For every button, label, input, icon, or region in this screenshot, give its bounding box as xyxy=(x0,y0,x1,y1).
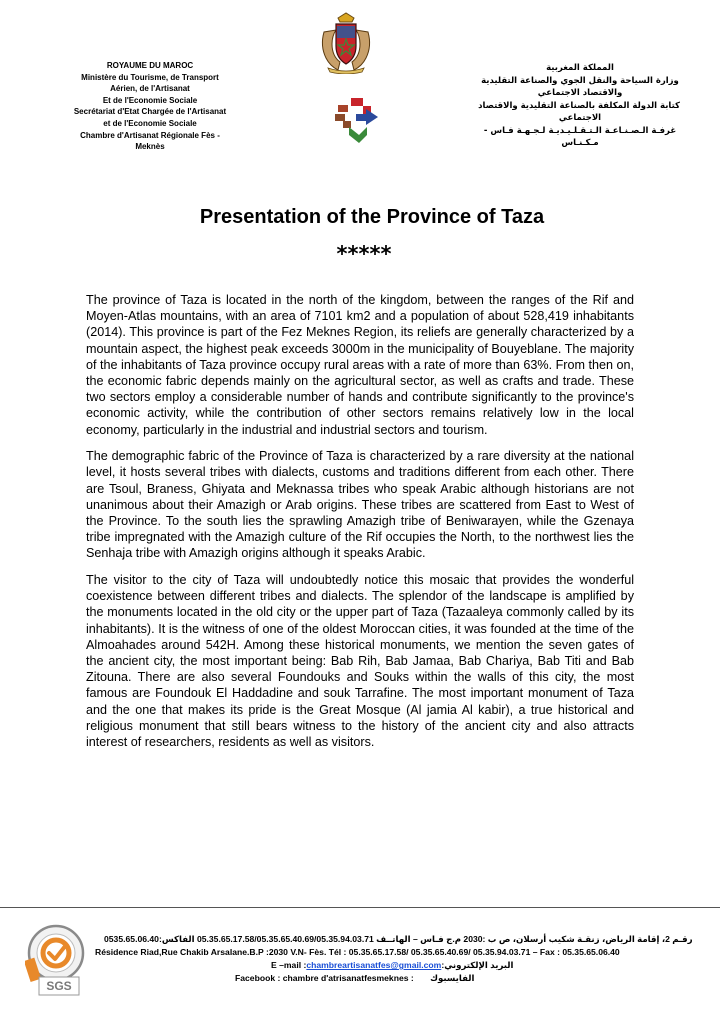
email-label: E –mail : xyxy=(271,960,307,970)
document-title: Presentation of the Province of Taza xyxy=(199,206,545,228)
header-right-line: المملكة المغربية xyxy=(546,63,614,73)
header-left-line: Et de l'Economie Sociale xyxy=(102,95,198,105)
footer-address-arabic: رقـم 2، إقامة الرياض، زنقـة شكيب أرسلان، ص ب :2030 م.ج فـاس – الهاتــف 05.35.65.17.58/05.35.65.40.69/05.35.94.03.71 الفاكس:0535.65.06.40 xyxy=(104,934,693,944)
header-left-french xyxy=(55,60,245,153)
svg-text:SGS: SGS xyxy=(46,979,72,993)
header-right-line: غرفـة الـصـنـاعـة الـتـقـلـيـديـة لـجـهـة فـاس - xyxy=(483,125,677,136)
body-paragraph: The demographic fabric of the Province of Taza is characterized by a rare diversity at the national level, it hosts several tribes with dialects, customs and traditions different from each other. There are Tsoul, Braness, Ghiyata and Meknassa tribes who speak Arabic although historians are not unanimous about their Amazigh or Arab origins. These tribes are scattered from East to West of the Province. To the south lies the sprawling Amazigh tribe of Beniwarayen, while the Gzenaya tribe impregnated with the Amazigh culture of the Rif occupies the North, to the northwest lies the Senhaja tribe with Amazigh origins although it speaks Arabic. xyxy=(86,449,634,561)
header-left-line: Meknès xyxy=(135,142,165,152)
email-link[interactable]: chambreartisanatfes@gmail.com xyxy=(306,960,442,970)
body-paragraph: The visitor to the city of Taza will undoubtedly notice this mosaic that provides the wonderful coexistence between different tribes and dialects. The splendor of the landscape is amplified by the monuments located in the old city or the upper part of Taza (Tazaaleya commonly called by its inhabitants). It is the witness of one of the oldest Moroccan cities, it was founded at the time of the Almoahades around 542H. Among these historical monuments, we mention the seven gates of the ancient city, the most important being: Bab Rih, Bab Jamaa, Bab Chariya, Bab Titi and Bab Zitouna. There are also several Foundouks and Souks within the walls of this city, the most famous are Foundouk El Haddadine and souk Tarrafine. The most important monument of Taza and the one that makes its pride is the Great Mosque (Al jamia Al kabir), a true historical and religious monument that still bears witness to the history of the ancient city and also attracts interest of researchers, residents as well as visitors. xyxy=(86,573,634,750)
title-separator: ***** xyxy=(336,242,392,266)
header-right-line: والاقتصاد الاجتماعي xyxy=(537,88,623,98)
sgs-certification-seal-icon xyxy=(25,915,87,1011)
header-left-line: Ministère du Tourisme, de Transport xyxy=(81,72,219,82)
facebook-label-arabic: الفايسبوك xyxy=(430,973,475,983)
header-left-line: Secrétariat d'Etat Chargée de l'Artisanat xyxy=(73,107,227,117)
header-left-line: Chambre d'Artisanat Régionale Fès - xyxy=(80,130,220,140)
footer-address-french: Résidence Riad,Rue Chakib Arsalane.B.P :2030 V.N- Fès. Tél : 05.35.65.17.58/ 05.35.65.40.69/ 05.35.94.03.71 – Fax : 05.35.65.06.40 xyxy=(95,947,620,957)
header-right-line: مـكـنـاس xyxy=(561,138,599,148)
artisanat-flower-logo-icon xyxy=(332,95,382,145)
body-paragraph: The province of Taza is located in the north of the kingdom, between the ranges of the Rif and Moyen-Atlas mountains, with an area of 7101 km2 and a population of about 528,419 inhabitants (2014). This province is part of the Fez Meknes Region, its reliefs are generally characterized by a mountain aspect, the highest peak exceeds 3000m in the municipality of Bouyeblane. The majority of the inhabitants of Taza province occupy rural areas with a rate of more than 63%. From then on, the economic fabric depends mainly on the agricultural sector, as well as crafts and trade. These two sectors employ a considerable number of hands and contribute significantly to the province's economic activity, while the contribution of other sectors remains relatively low in the local economy, particularly in the industrial and industrial sectors and tourism. xyxy=(86,293,634,437)
header-left-line: ROYAUME DU MAROC xyxy=(106,61,194,70)
facebook-label: Facebook : chambre d'atrisanatfesmeknes : xyxy=(235,973,414,983)
header-left-line: et de l'Economie Sociale xyxy=(103,118,197,128)
email-label-arabic: :البريد الإلكتروني xyxy=(441,960,514,970)
coat-of-arms-icon xyxy=(316,12,376,74)
footer-divider xyxy=(0,907,720,908)
document-body xyxy=(86,292,634,761)
header-right-line: كتابة الدولة المكلفة بالصناعة التقليدية والاقتصاد xyxy=(478,100,680,111)
footer-email-row xyxy=(271,959,513,972)
footer-facebook-row xyxy=(235,972,475,985)
header-right-line: وزارة السياحة والنقل الجوي والصناعة التقليدية xyxy=(481,75,679,86)
header-left-line: Aérien, de l'Artisanat xyxy=(110,84,190,94)
header-right-line: الاجتماعي xyxy=(558,113,602,123)
header-right-arabic xyxy=(480,62,680,150)
